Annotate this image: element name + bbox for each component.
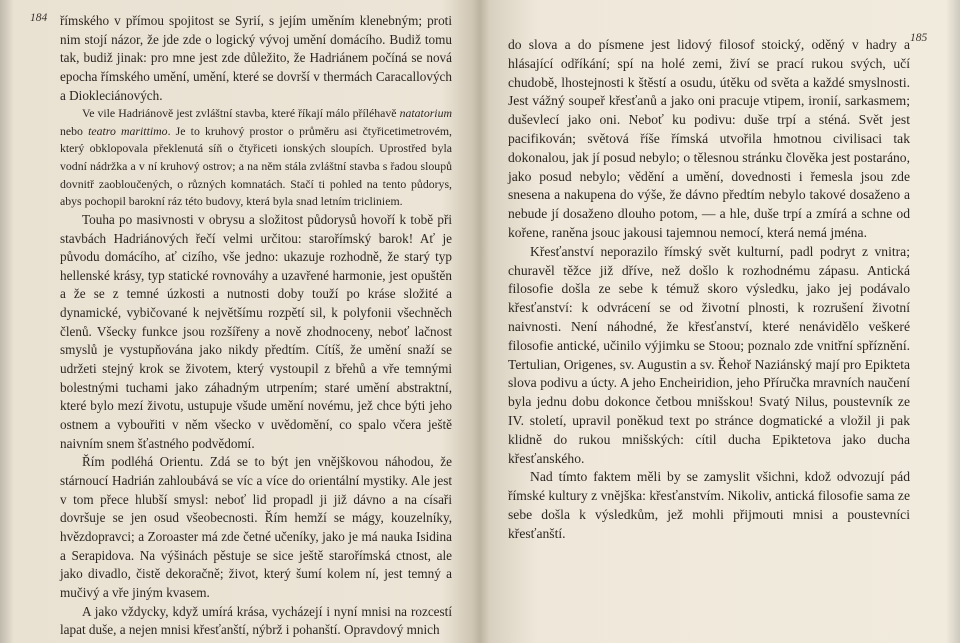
page-number-left: 184 — [30, 12, 48, 24]
paragraph-text: . Je to kruhový prostor o průměru asi čtyřicetimetrovém, který obklopovala překlenutá síň o čtyřiceti ionských sloupích. Uprostřed byla vodní nádržka a v ní kruhový ostrov; a na něm stála zvláštní stavba s řadou sloupů dovnitř zaobloučených, o různých komnatách. Stačí ti pohled na tento půdorys, abys pochopil barokní ráz této budovy, která byla snad letním tricliniem. — [60, 123, 452, 209]
paragraph: Řím podléhá Orientu. Zdá se to být jen vnějškovou náhodou, že stárnoucí Hadrián zahloubává se víc a více do orientální mystiky. Ale jest v tom přece hlubší smysl: neboť lid propadl ji již dávno a na císaři dovršuje se jen osud všeobecnosti. Řím hemží se mágy, kouzelníky, hvězdopravci; a Zoroaster má zde četné učeníky, jako je má nauka Isidina a Serapidova. Na výšinách pěstuje se sice ještě starořímská ctnost, ale jako divadlo, čistě dekoračně; život, který šumí kolem ní, jest temný a mučivý a vře jiným kvasem. — [60, 454, 452, 600]
paragraph: Nad tímto faktem měli by se zamyslit všichni, kdož odvozují pád římské kultury z vnějška: křesťanstvím. Nikoliv, antická filosofie sama ze sebe došla k výsledkům, jež mohli přijmouti mnisi a poustevníci křesťanští. — [508, 469, 910, 541]
page-number-right: 185 — [910, 32, 928, 44]
italic-term: natatorium — [399, 106, 452, 121]
left-page-text — [60, 12, 452, 640]
paragraph-small — [60, 105, 452, 211]
paragraph: A jako vždycky, když umírá krása, vycházejí i nyní mnisi na rozcestí lapat duše, a nejen mnisi křesťanští, nýbrž i pohanští. Opravdový mnich — [60, 603, 452, 638]
paragraph-text: nebo — [60, 123, 89, 138]
italic-term: teatro marittimo — [88, 123, 168, 138]
right-page — [480, 0, 960, 643]
paragraph-text: Ve vile Hadriánově jest zvláštní stavba, které říkají málo příléhavě — [82, 106, 400, 121]
paragraph: Křesťanství neporazilo římský svět kulturní, padl podryt z vnitra; churavěl těžce již dříve, než došlo k rozhodnému zápasu. Antická filosofie došla ze sebe k témuž skoro výsledku, jako jej podávalo křesťanství: k odvrácení se od životní plnosti, k rozrušení životní naivnosti. Není náhodné, že křesťanství, které nenávidělo veškeré filosofie antické, učinilo výjimku se Stoou; poznalo zde vnitřní spříznění. Tertulian, Origenes, sv. Augustin a sv. Řehoř Naziánský mají pro Epikteta slova podivu a úcty. A jeho Encheiridion, jeho Příručka mravních naučení byla jednu dobu dokonce četbou mnišskou! Svatý Nilus, poustevník ze IV. století, upravil poněkud text po stránce dogmatické a vložil ji pak klidně do rukou mnišských: cítil ducha Epiktetova jako ducha křesťanského. — [508, 243, 910, 466]
paragraph: do slova a do písmene jest lidový filosof stoický, oděný v hadry a hlásající odříkání; spí na holé zemi, živí se prací rukou svých, učí chudobě, lhostejnosti k štěstí a osudu, útěku od světa a každé smyslnosti. Jest vážný soupeř křesťanů a jako oni pracuje vtipem, ironií, sarkasmem; duševlecí jako oni. Neboť ku podivu: duše trpí a sténá. Svět jest pacifikován; světová říše římská utvořila hmotnou civilisaci tak dokonalou, jak jí posud nebylo; o tělesnou stránku člověka jest postaráno, jako posud nebylo; vědění a umění, dovednosti i řemesla jsou zde snesena a nakupena do výše, že dávno předtím nebylo takové dosaženo a nebude jí dosaženo dlouho potom, — a hle, duše trpí a zmírá a schne od kořene, raněna jsouc jakousi tajemnou nemocí, která nemá jména. — [508, 37, 910, 240]
paragraph: Touha po masivnosti v obrysu a složitost půdorysů hovoří k tobě při stavbách Hadriánových řečí velmi určitou: starořímský barok! Ať je původu domácího, ať cizího, vše jedno: ukazuje rozhodně, že starý typ hellenské krásy, typ statické rovnováhy a uzavřené harmonie, jest opuštěn a že se z temné úzkosti a nutnosti doby touží po kráse složité a dynamické, vybičované k největšímu rozpětí sil, k polyfonii všechněch členů. Všecky funkce jsou rozšířeny a nově zhodnoceny, neboť lačnost smyslů je vystupňována jako nikdy předtím. Cítíš, že umění snaží se udržeti stejný krok se životem, který vystoupil z břehů a vře temnými bolestnými tuchami jako záhadným utrpením; staré umění abstraktní, které bylo mezí životu, ustupuje všude umění novému, jež chce býti jeho ostnem a vybouřiti v něm všecko v uvědomění, co spalo včera ještě naivním snem šťastného podvědomí. — [60, 211, 452, 451]
right-page-text — [508, 36, 910, 544]
left-page — [0, 0, 470, 643]
paragraph: římského v přímou spojitost se Syrií, s jejím uměním klenebným; proti nim stojí názor, že jde zde o logický vývoj umění domácího. Budiž tomu tak, budiž jinak: pro mne jest zde důležito, že Hadriánem počíná se nová epocha římského umění, umění, které se dovrší v thermách Caracallových a Diokleciánových. — [60, 13, 452, 103]
